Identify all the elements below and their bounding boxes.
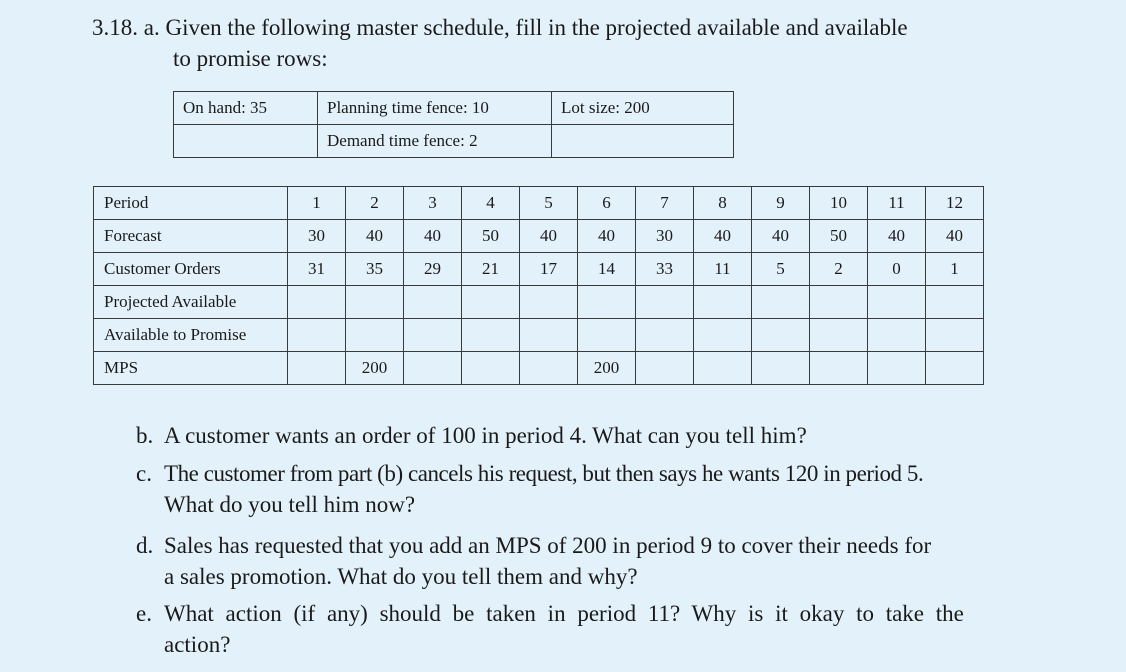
schedule-cell: 9 xyxy=(752,187,810,220)
schedule-cell: 12 xyxy=(926,187,984,220)
schedule-cell xyxy=(868,352,926,385)
part-d-line1: Sales has requested that you add an MPS of 200 in period 9 to cover their needs for xyxy=(164,533,932,558)
part-c-line2: What do you tell him now? xyxy=(164,492,416,517)
schedule-row xyxy=(94,319,984,352)
schedule-cell: 40 xyxy=(578,220,636,253)
part-d-line2: a sales promotion. What do you tell them and why? xyxy=(164,564,638,589)
schedule-cell: 4 xyxy=(462,187,520,220)
part-d-label: d. xyxy=(136,533,154,558)
schedule-cell xyxy=(636,319,694,352)
schedule-cell: 21 xyxy=(462,253,520,286)
schedule-cell xyxy=(810,352,868,385)
schedule-cell: 2 xyxy=(346,187,404,220)
problem-number: 3.18. xyxy=(92,15,138,40)
schedule-cell: 10 xyxy=(810,187,868,220)
row-label: Customer Orders xyxy=(94,253,288,286)
schedule-cell: 40 xyxy=(926,220,984,253)
schedule-cell xyxy=(752,286,810,319)
schedule-cell xyxy=(404,286,462,319)
schedule-cell: 7 xyxy=(636,187,694,220)
part-b-text: A customer wants an order of 100 in period 4. What can you tell him? xyxy=(164,423,807,448)
schedule-cell xyxy=(752,319,810,352)
schedule-cell: 50 xyxy=(810,220,868,253)
schedule-cell xyxy=(288,352,346,385)
demand-fence-cell: Demand time fence: 2 xyxy=(318,125,552,158)
part-c-label: c. xyxy=(136,461,152,486)
schedule-cell xyxy=(868,319,926,352)
schedule-cell: 5 xyxy=(752,253,810,286)
schedule-cell: 40 xyxy=(346,220,404,253)
schedule-cell xyxy=(288,286,346,319)
schedule-row xyxy=(94,352,984,385)
schedule-cell: 14 xyxy=(578,253,636,286)
schedule-cell xyxy=(578,286,636,319)
schedule-cell: 40 xyxy=(694,220,752,253)
row-label: Projected Available xyxy=(94,286,288,319)
schedule-cell xyxy=(810,319,868,352)
schedule-cell xyxy=(404,352,462,385)
schedule-cell: 3 xyxy=(404,187,462,220)
schedule-cell: 11 xyxy=(694,253,752,286)
part-e-label: e. xyxy=(136,601,152,626)
row-label: MPS xyxy=(94,352,288,385)
parameters-table xyxy=(173,91,734,158)
schedule-cell: 8 xyxy=(694,187,752,220)
schedule-cell: 50 xyxy=(462,220,520,253)
empty-cell xyxy=(552,125,734,158)
master-schedule-table xyxy=(93,186,984,385)
schedule-cell xyxy=(578,319,636,352)
part-e-line1: What action (if any) should be taken in period 11? Why is it okay to take the xyxy=(164,601,964,626)
schedule-row xyxy=(94,220,984,253)
part-c xyxy=(136,458,1006,520)
schedule-cell xyxy=(694,319,752,352)
schedule-cell xyxy=(520,286,578,319)
schedule-cell xyxy=(752,352,810,385)
schedule-cell: 200 xyxy=(346,352,404,385)
part-b xyxy=(136,420,1006,451)
schedule-cell: 17 xyxy=(520,253,578,286)
schedule-cell: 6 xyxy=(578,187,636,220)
schedule-cell xyxy=(694,352,752,385)
schedule-cell xyxy=(636,352,694,385)
empty-cell xyxy=(174,125,318,158)
schedule-cell xyxy=(810,286,868,319)
problem-heading xyxy=(92,12,1092,74)
schedule-cell: 5 xyxy=(520,187,578,220)
schedule-cell: 30 xyxy=(288,220,346,253)
schedule-cell xyxy=(462,286,520,319)
schedule-cell: 31 xyxy=(288,253,346,286)
schedule-cell: 200 xyxy=(578,352,636,385)
part-a-line2: to promise rows: xyxy=(173,46,328,71)
schedule-cell xyxy=(926,352,984,385)
part-e xyxy=(136,598,1006,660)
part-d xyxy=(136,530,1006,592)
schedule-cell: 1 xyxy=(926,253,984,286)
schedule-cell: 33 xyxy=(636,253,694,286)
schedule-cell: 2 xyxy=(810,253,868,286)
schedule-cell: 40 xyxy=(404,220,462,253)
schedule-cell xyxy=(346,319,404,352)
schedule-cell: 29 xyxy=(404,253,462,286)
schedule-cell xyxy=(520,319,578,352)
schedule-row xyxy=(94,286,984,319)
schedule-cell: 11 xyxy=(868,187,926,220)
schedule-row xyxy=(94,253,984,286)
row-label: Forecast xyxy=(94,220,288,253)
schedule-cell xyxy=(520,352,578,385)
schedule-cell xyxy=(404,319,462,352)
schedule-cell: 40 xyxy=(868,220,926,253)
part-a-label: a. xyxy=(143,15,160,40)
schedule-cell xyxy=(462,352,520,385)
schedule-cell xyxy=(868,286,926,319)
schedule-cell xyxy=(636,286,694,319)
schedule-cell: 0 xyxy=(868,253,926,286)
schedule-cell xyxy=(694,286,752,319)
part-e-line2: action? xyxy=(164,632,231,657)
schedule-cell: 40 xyxy=(520,220,578,253)
schedule-cell xyxy=(926,286,984,319)
schedule-row xyxy=(94,187,984,220)
planning-fence-cell: Planning time fence: 10 xyxy=(318,92,552,125)
schedule-cell: 40 xyxy=(752,220,810,253)
part-c-line1: The customer from part (b) cancels his request, but then says he wants 120 in period 5. xyxy=(164,461,924,486)
row-label: Period xyxy=(94,187,288,220)
schedule-cell: 1 xyxy=(288,187,346,220)
lot-size-cell: Lot size: 200 xyxy=(552,92,734,125)
part-b-label: b. xyxy=(136,423,154,448)
schedule-cell xyxy=(288,319,346,352)
schedule-cell: 30 xyxy=(636,220,694,253)
schedule-cell xyxy=(926,319,984,352)
schedule-cell xyxy=(346,286,404,319)
part-a-line1: Given the following master schedule, fill in the projected available and available xyxy=(165,15,908,40)
on-hand-cell: On hand: 35 xyxy=(174,92,318,125)
schedule-cell: 35 xyxy=(346,253,404,286)
row-label: Available to Promise xyxy=(94,319,288,352)
schedule-cell xyxy=(462,319,520,352)
